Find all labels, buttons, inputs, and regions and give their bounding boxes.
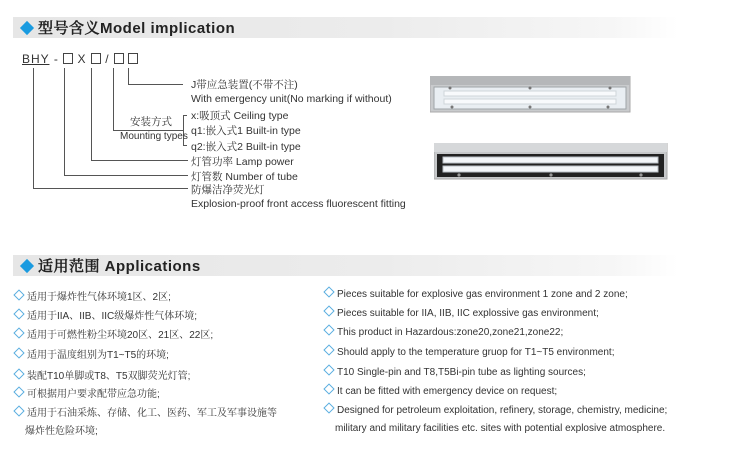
- lamp-image-builtin: [434, 143, 674, 183]
- app-en-item: Pieces suitable for IIA, IIB, IIC explossive gas environment;: [323, 307, 599, 319]
- diamond-outline-icon: [323, 286, 334, 297]
- diamond-outline-icon: [13, 368, 24, 379]
- connector-line: [64, 68, 65, 176]
- placeholder-box-tubes: [63, 53, 73, 64]
- app-cn-item-continuation: 爆炸性危险环境;: [25, 426, 98, 437]
- placeholder-box-emergency: [128, 53, 138, 64]
- diamond-filled-icon: [20, 258, 34, 272]
- diamond-outline-icon: [323, 344, 334, 355]
- code-prefix: BHY: [22, 52, 50, 66]
- section-title: 适用范围 Applications: [38, 258, 201, 275]
- diamond-outline-icon: [13, 327, 24, 338]
- diamond-outline-icon: [13, 405, 24, 416]
- lamp-image-ceiling: [430, 76, 640, 116]
- label-mount-q1: q1:嵌入式1 Built-in type: [191, 125, 301, 137]
- code-x: X: [77, 52, 87, 66]
- bracket-line: [183, 115, 187, 116]
- app-en-item-continuation: military and military facilities etc. sites with potential explosive atmosphere.: [335, 423, 666, 434]
- app-cn-item: 可根据用户要求配带应急功能;: [13, 385, 160, 400]
- label-lamp-power: 灯管功率 Lamp power: [191, 156, 294, 168]
- label-mount-q2: q2:嵌入式2 Built-in type: [191, 141, 301, 153]
- applications-header: [13, 255, 678, 276]
- app-cn-item: 装配T10单脚或T8、T5双脚荧光灯管;: [13, 367, 190, 382]
- diamond-filled-icon: [20, 20, 34, 34]
- connector-line: [91, 68, 92, 161]
- app-en-item: T10 Single-pin and T8,T5Bi-pin tube as lighting sources;: [323, 366, 586, 378]
- code-slash: /: [105, 52, 110, 66]
- diamond-outline-icon: [13, 347, 24, 358]
- label-fitting-en: Explosion-proof front access fluorescent fitting: [191, 198, 406, 210]
- label-mount-x: x:吸顶式 Ceiling type: [191, 110, 289, 122]
- diamond-outline-icon: [13, 386, 24, 397]
- app-en-item: Should apply to the temperature gruop for T1~T5 environment;: [323, 346, 614, 358]
- placeholder-box-mounting: [114, 53, 124, 64]
- label-mounting-cn: 安装方式: [130, 116, 172, 128]
- placeholder-box-power: [91, 53, 101, 64]
- connector-line: [113, 68, 114, 130]
- app-en-item: This product in Hazardous:zone20,zone21,zone22;: [323, 326, 563, 338]
- connector-line: [64, 175, 188, 176]
- bracket-line: [183, 145, 187, 146]
- label-fitting-cn: 防爆洁净荧光灯: [191, 184, 265, 196]
- connector-line: [91, 160, 188, 161]
- diamond-outline-icon: [323, 305, 334, 316]
- diamond-outline-icon: [323, 324, 334, 335]
- app-cn-item: 适用于IIA、IIB、IIC级爆炸性气体环境;: [13, 307, 197, 322]
- label-mounting-en: Mounting types: [120, 131, 188, 142]
- section-title: 型号含义Model implication: [38, 20, 236, 37]
- connector-line: [33, 68, 34, 189]
- app-en-item: It can be fitted with emergency device on request;: [323, 385, 557, 397]
- diamond-outline-icon: [13, 308, 24, 319]
- connector-line: [128, 84, 183, 85]
- app-en-item: Pieces suitable for explosive gas environment 1 zone and 2 zone;: [323, 288, 628, 300]
- diamond-outline-icon: [323, 383, 334, 394]
- diamond-outline-icon: [13, 289, 24, 300]
- model-implication-header: [13, 17, 678, 38]
- model-code: [22, 52, 138, 66]
- app-cn-item: 适用于可燃性粉尘环境20区、21区、22区;: [13, 326, 213, 341]
- label-tube-number: 灯管数 Number of tube: [191, 171, 298, 183]
- diamond-outline-icon: [323, 364, 334, 375]
- app-cn-item: 适用于石油采炼、存储、化工、医药、军工及军事设施等: [13, 404, 277, 419]
- diamond-outline-icon: [323, 402, 334, 413]
- app-cn-item: 适用于爆炸性气体环境1区、2区;: [13, 288, 171, 303]
- connector-line: [33, 188, 188, 189]
- connector-line: [128, 68, 129, 85]
- label-emergency-cn: J带应急装置(不带不注): [191, 79, 298, 91]
- app-cn-item: 适用于温度组别为T1~T5的环境;: [13, 346, 169, 361]
- app-en-item: Designed for petroleum exploitation, refinery, storage, chemistry, medicine;: [323, 404, 667, 416]
- code-dash: -: [53, 52, 59, 66]
- label-emergency-en: With emergency unit(No marking if without): [191, 93, 392, 105]
